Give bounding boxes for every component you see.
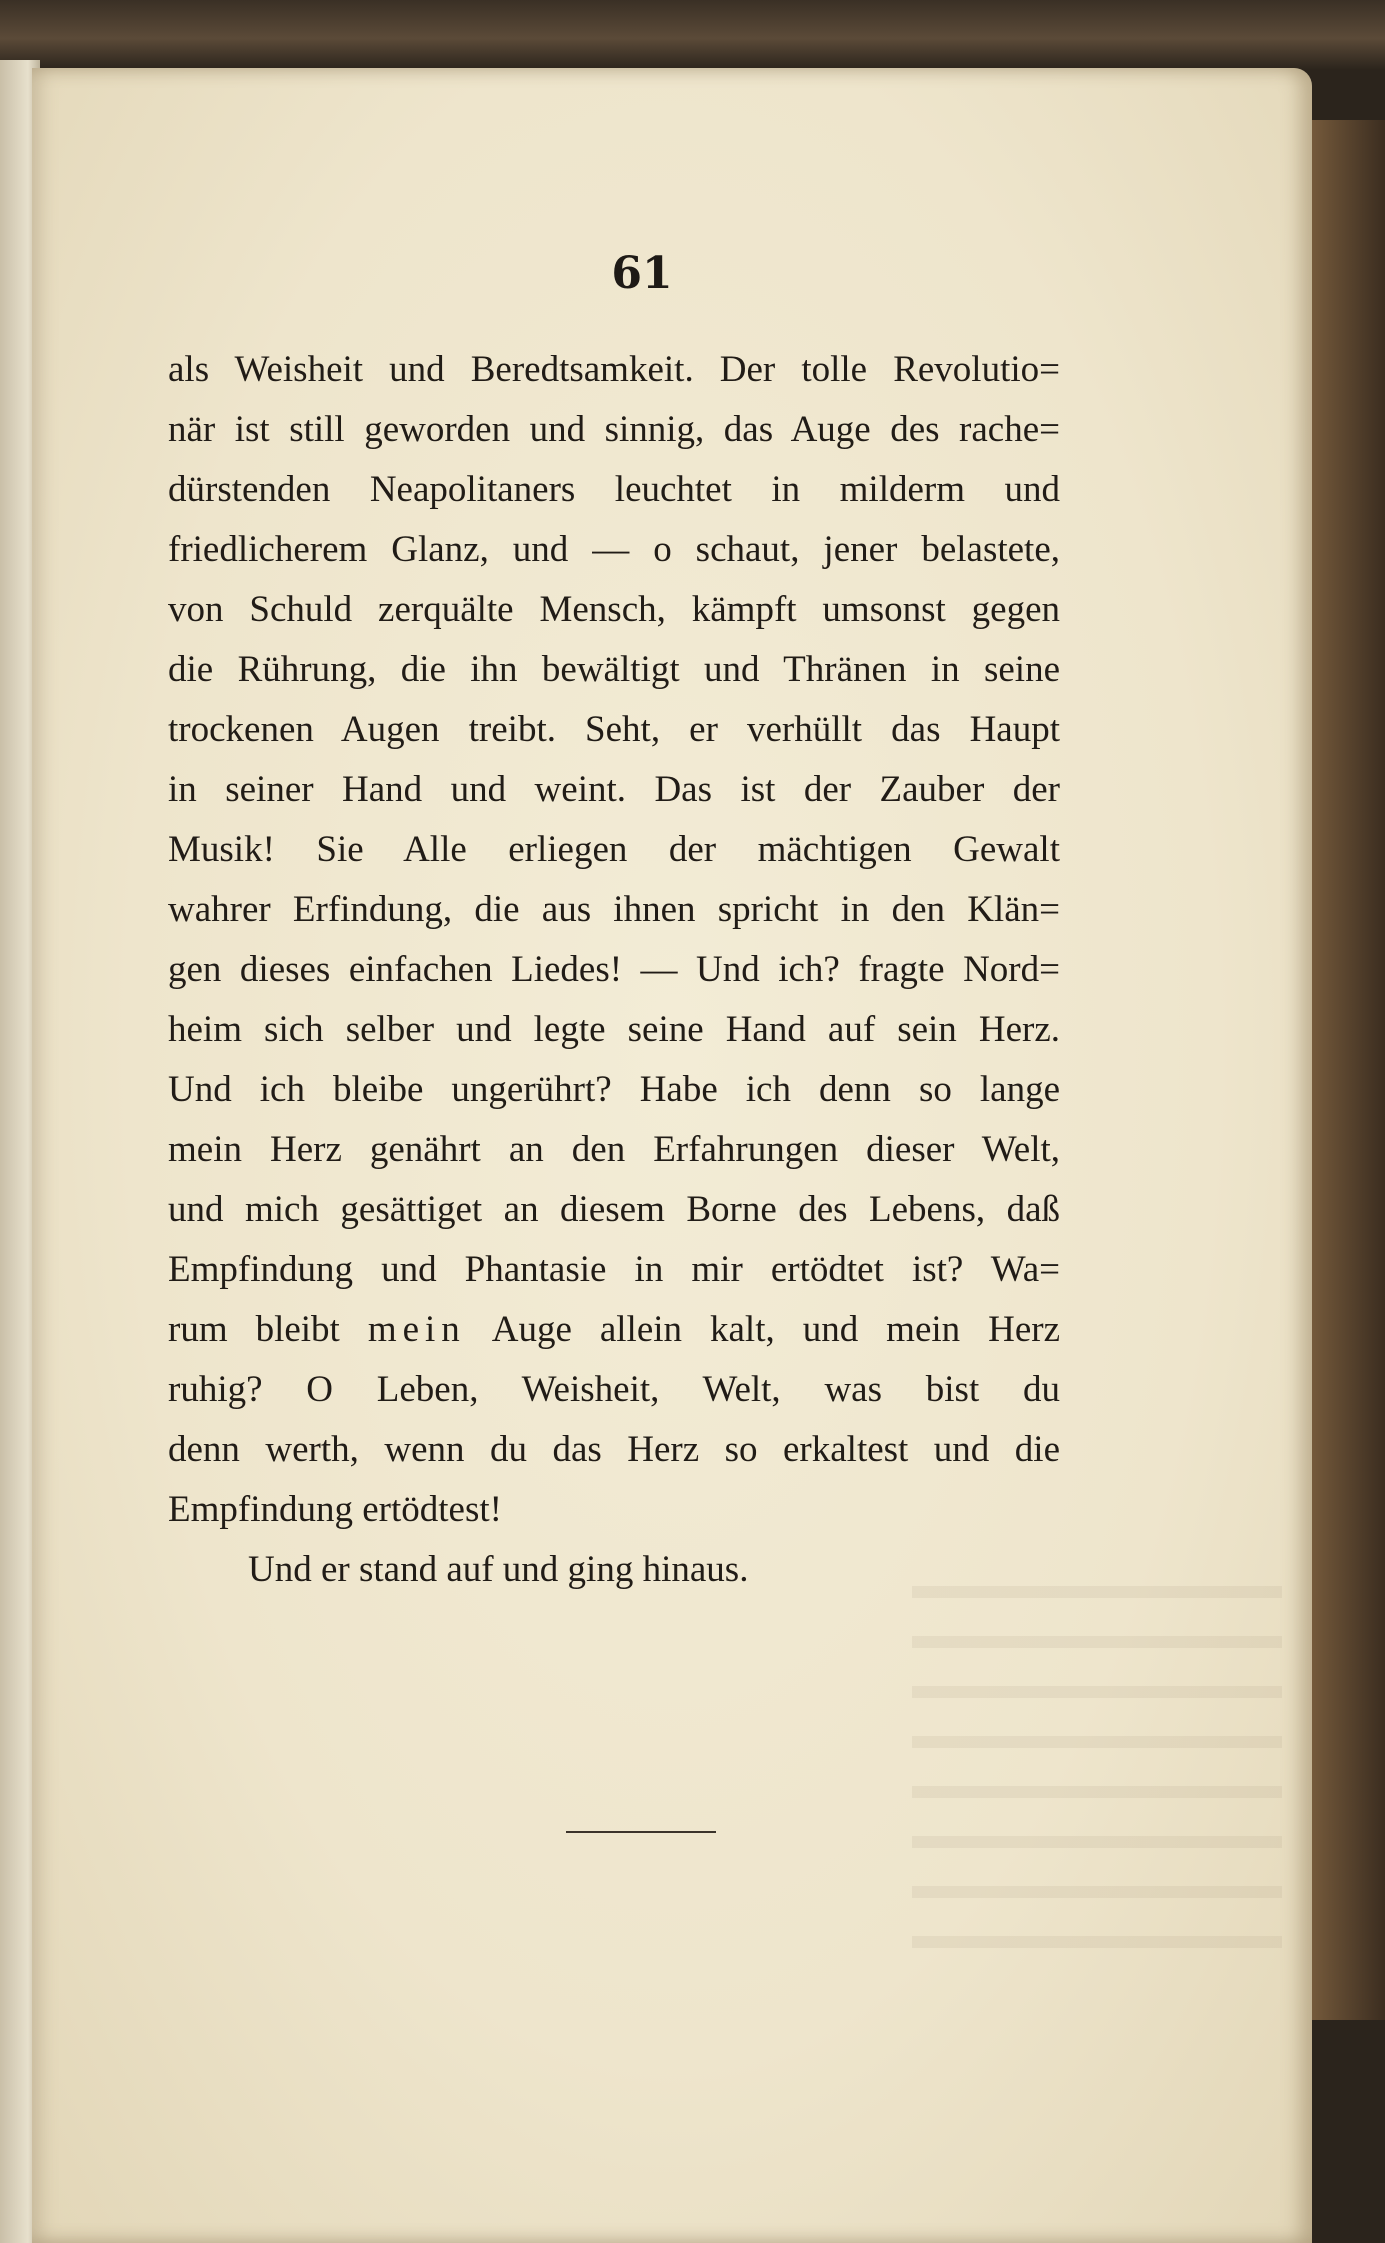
text-line: Und ich bleibe ungerührt? Habe ich denn so lange [168, 1069, 1060, 1110]
text-line: heim sich selber und legte seine Hand auf sein Herz. [168, 1009, 1060, 1050]
text-line: die Rührung, die ihn bewältigt und Thränen in seine [168, 649, 1060, 690]
text-line: wahrer Erfindung, die aus ihnen spricht in den Klän= [168, 889, 1060, 930]
text-line: und mich gesättiget an diesem Borne des Lebens, daß [168, 1189, 1060, 1230]
page-number: 61 [611, 248, 673, 299]
text-line: von Schuld zerquälte Mensch, kämpft umsonst gegen [168, 589, 1060, 630]
text-line: als Weisheit und Beredtsamkeit. Der tolle Revolutio= [168, 349, 1060, 390]
show-through-text [912, 1548, 1282, 1968]
text-line: denn werth, wenn du das Herz so erkaltest und die [168, 1429, 1060, 1470]
text-line: när ist still geworden und sinnig, das Auge des rache= [168, 409, 1060, 450]
text-segment: rum bleibt [168, 1309, 340, 1350]
body-text [168, 340, 1060, 1600]
text-line: in seiner Hand und weint. Das ist der Zauber der [168, 769, 1060, 810]
paragraph-end-line: Empfindung ertödtest! [168, 1489, 502, 1530]
text-line: gen dieses einfachen Liedes! — Und ich? fragte Nord= [168, 949, 1060, 990]
section-end-rule [566, 1831, 716, 1833]
text-line: friedlicherem Glanz, und — o schaut, jener belastete, [168, 529, 1060, 570]
text-line: ruhig? O Leben, Weisheit, Welt, was bist du [168, 1369, 1060, 1410]
text-segment: Auge allein kalt, und mein Herz [491, 1309, 1060, 1350]
text-line-spaced [168, 1300, 1060, 1360]
text-line: mein Herz genährt an den Erfahrungen dieser Welt, [168, 1129, 1060, 1170]
closing-line: Und er stand auf und ging hinaus. [248, 1549, 749, 1590]
text-line: dürstenden Neapolitaners leuchtet in milderm und [168, 469, 1060, 510]
text-line: trockenen Augen treibt. Seht, er verhüllt das Haupt [168, 709, 1060, 750]
text-line: Empfindung und Phantasie in mir ertödtet ist? Wa= [168, 1249, 1060, 1290]
text-line: Musik! Sie Alle erliegen der mächtigen Gewalt [168, 829, 1060, 870]
emphasized-word: mein [367, 1309, 466, 1350]
book-top-edge [0, 0, 1385, 70]
